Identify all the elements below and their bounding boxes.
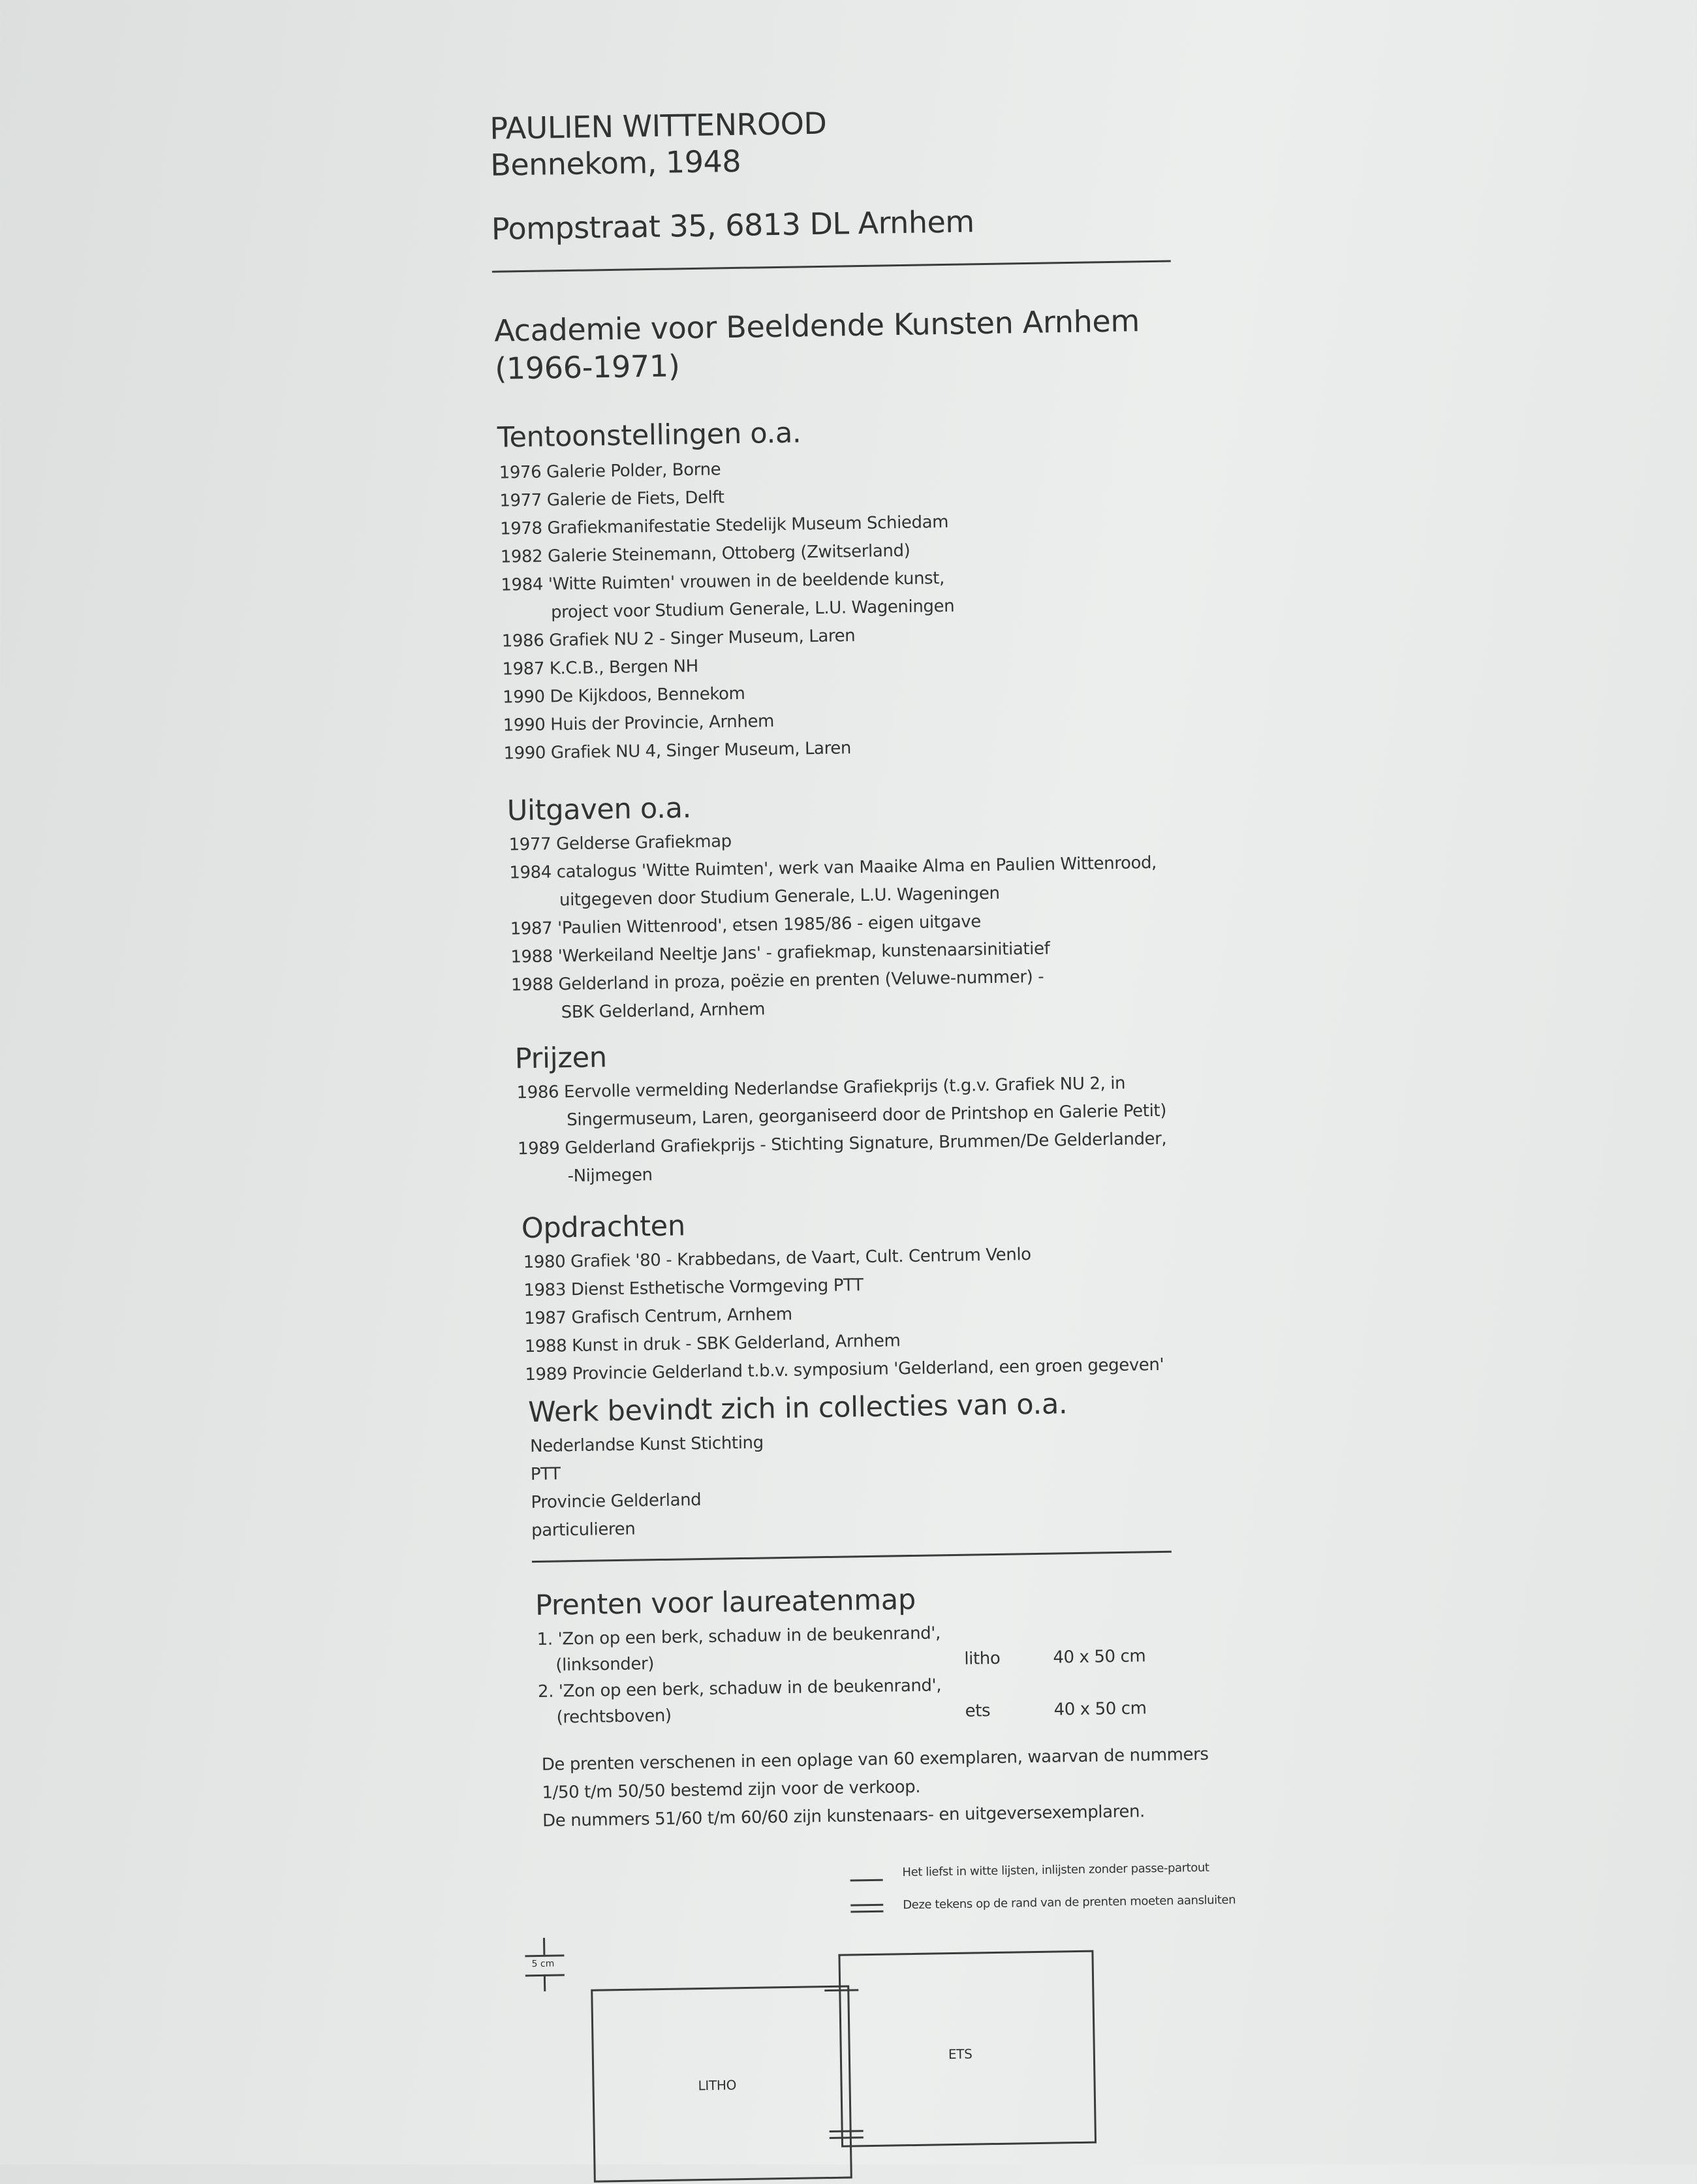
collections-title: Werk bevindt zich in collecties van o.a.: [527, 1388, 1068, 1429]
legend-marks-text: Deze tekens op de rand van de prenten moeten aansluiten: [903, 1893, 1236, 1912]
list-item: Nederlandse Kunst Stichting: [529, 1433, 764, 1457]
list-item: 1982 Galerie Steinemann, Ottoberg (Zwitserland): [500, 540, 911, 567]
note-line: De prenten verschenen in een oplage van 60 exemplaren, waarvan de nummers: [541, 1744, 1209, 1775]
education-line-1: Academie voor Beeldende Kunsten Arnhem: [493, 303, 1140, 349]
print-1-size: 40 x 50 cm: [1053, 1646, 1146, 1668]
legend-frame-text: Het liefst in witte lijsten, inlijsten zonder passe-partout: [902, 1860, 1209, 1880]
list-item: 1987 K.C.B., Bergen NH: [502, 656, 698, 679]
list-item: SBK Gelderland, Arnhem: [561, 999, 766, 1023]
note-line: De nummers 51/60 t/m 60/60 zijn kunstenaars- en uitgeversexemplaren.: [542, 1802, 1145, 1831]
list-item: 1990 Huis der Provincie, Arnhem: [503, 711, 775, 736]
collections-divider: [532, 1551, 1172, 1563]
list-item: PTT: [530, 1464, 561, 1485]
list-item: Provincie Gelderland: [531, 1490, 702, 1513]
list-item: 1984 catalogus 'Witte Ruimten', werk van Maaike Alma en Paulien Wittenrood,: [509, 852, 1157, 883]
legend-align-mark-top: [850, 1904, 883, 1907]
collections-list: [530, 1429, 765, 1546]
commissions-list: [523, 1239, 1164, 1389]
list-item: 1988 Gelderland in proza, poëzie en prenten (Veluwe-nummer) -: [510, 967, 1044, 995]
list-item: project voor Studium Generale, L.U. Wageningen: [550, 596, 955, 623]
exhibitions-list: [499, 452, 957, 768]
list-item: 1988 Kunst in druk - SBK Gelderland, Arnhem: [524, 1331, 901, 1357]
list-item: particulieren: [531, 1519, 636, 1541]
legend-align-mark-bottom: [850, 1911, 883, 1913]
print-1-position: (linksonder): [555, 1654, 655, 1676]
education-line-2: (1966-1971): [494, 348, 680, 386]
prizes-title: Prijzen: [514, 1041, 608, 1076]
list-item: 1990 Grafiek NU 4, Singer Museum, Laren: [503, 738, 852, 764]
ets-label: ETS: [948, 2046, 973, 2063]
list-item: 1980 Grafiek '80 - Krabbedans, de Vaart, Cult. Centrum Venlo: [523, 1245, 1031, 1273]
print-1-technique: litho: [964, 1648, 1001, 1669]
list-item: uitgegeven door Studium Generale, L.U. Wageningen: [559, 883, 1000, 911]
list-item: 1989 Gelderland Grafiekprijs - Stichting Signature, Brummen/De Gelderlander,: [517, 1129, 1167, 1159]
list-item: 1984 'Witte Ruimten' vrouwen in de beeldende kunst,: [501, 568, 945, 595]
list-item: 1978 Grafiekmanifestatie Stedelijk Museum Schiedam: [499, 512, 949, 539]
prints-notes: [541, 1741, 1209, 1835]
scale-label: 5 cm: [531, 1958, 555, 1970]
litho-label: LITHO: [698, 2077, 737, 2094]
document-sheet: [483, 99, 1272, 2164]
list-item: 1987 Grafisch Centrum, Arnhem: [523, 1304, 792, 1329]
scale-tick-bottom: [544, 1974, 546, 1991]
prizes-list: [516, 1069, 1167, 1192]
note-line: 1/50 t/m 50/50 bestemd zijn voor de verkoop.: [542, 1777, 921, 1803]
legend-frame-mark: [850, 1879, 883, 1882]
list-item: 1990 De Kijkdoos, Bennekom: [502, 683, 745, 708]
list-item: 1983 Dienst Esthetische Vormgeving PTT: [523, 1275, 864, 1301]
list-item: 1986 Grafiek NU 2 - Singer Museum, Laren: [501, 626, 856, 651]
artist-name: PAULIEN WITTENROOD: [489, 105, 827, 146]
scale-tick-top: [543, 1938, 545, 1955]
publications-list: [508, 821, 1159, 1028]
address: Pompstraat 35, 6813 DL Arnhem: [491, 204, 975, 247]
print-2-position: (rechtsboven): [556, 1706, 672, 1728]
birth-info: Bennekom, 1948: [490, 143, 741, 183]
header-divider: [492, 260, 1171, 272]
list-item: 1976 Galerie Polder, Borne: [499, 460, 721, 483]
print-2-title: 2. 'Zon op een berk, schaduw in de beukenrand',: [537, 1676, 942, 1702]
list-item: 1987 'Paulien Wittenrood', etsen 1985/86 - eigen uitgave: [510, 912, 982, 939]
print-2-technique: ets: [965, 1701, 991, 1721]
list-item: -Nijmegen: [567, 1165, 653, 1187]
commissions-title: Opdrachten: [521, 1209, 686, 1245]
list-item: 1977 Galerie de Fiets, Delft: [499, 488, 724, 511]
list-item: 1986 Eervolle vermelding Nederlandse Grafiekprijs (t.g.v. Grafiek NU 2, in: [516, 1073, 1126, 1103]
prints-title: Prenten voor laureatenmap: [535, 1583, 916, 1623]
publications-title: Uitgaven o.a.: [506, 792, 692, 828]
print-1-title: 1. 'Zon op een berk, schaduw in de beukenrand',: [537, 1623, 941, 1649]
list-item: Singermuseum, Laren, georganiseerd door de Printshop en Galerie Petit): [567, 1100, 1167, 1131]
list-item: 1977 Gelderse Grafiekmap: [508, 832, 732, 855]
list-item: 1988 'Werkeiland Neeltje Jans' - grafiekmap, kunstenaarsinitiatief: [510, 939, 1050, 967]
print-2-size: 40 x 50 cm: [1053, 1698, 1147, 1720]
scale-line-top: [525, 1954, 564, 1957]
list-item: 1989 Provincie Gelderland t.b.v. symposium 'Gelderland, een groen gegeven': [525, 1354, 1164, 1385]
exhibitions-title: Tentoonstellingen o.a.: [497, 416, 802, 454]
